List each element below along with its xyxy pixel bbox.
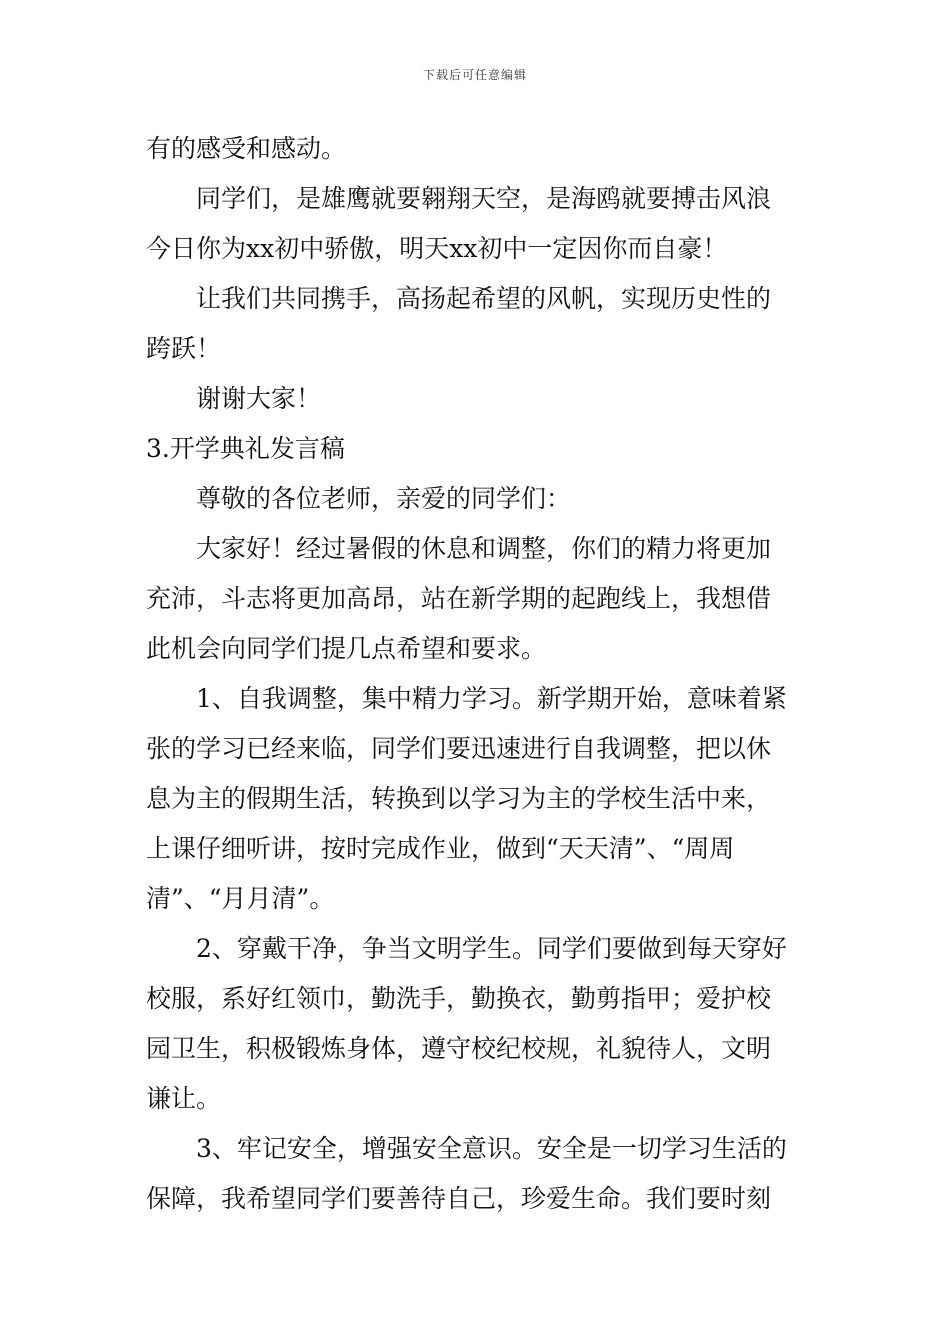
text-line: 此机会向同学们提几点希望和要求。: [146, 634, 547, 663]
document-body: [146, 124, 816, 1224]
text-line: 充沛，斗志将更加高昂，站在新学期的起跑线上，我想借: [146, 584, 772, 613]
text-line: 尊敬的各位老师，亲爱的同学们：: [196, 484, 572, 513]
text-line: 有的感受和感动。: [146, 134, 347, 163]
text-line: 谢谢大家！: [196, 384, 322, 413]
text-line: 2、穿戴干净，争当文明学生。同学们要做到每天穿好: [196, 934, 787, 963]
text-line: 大家好！经过暑假的休息和调整，你们的精力将更加: [196, 534, 772, 563]
text-line: 上课仔细听讲，按时完成作业，做到“天天清”、“周周: [146, 834, 735, 863]
page-header: 下载后可任意编辑: [422, 68, 527, 82]
text-line: 息为主的假期生活，转换到以学习为主的学校生活中来，: [146, 784, 772, 813]
section-heading: 3.开学典礼发言稿: [146, 434, 345, 463]
text-line: 3、牢记安全，增强安全意识。安全是一切学习生活的: [196, 1134, 787, 1163]
text-line: 清”、“月月清”。: [146, 884, 335, 913]
text-line: 校服，系好红领巾，勤洗手，勤换衣，勤剪指甲；爱护校: [146, 984, 772, 1013]
text-line: 张的学习已经来临，同学们要迅速进行自我调整，把以休: [146, 734, 772, 763]
text-line: 保障，我希望同学们要善待自己，珍爱生命。我们要时刻: [146, 1184, 772, 1213]
text-line: 同学们，是雄鹰就要翱翔天空，是海鸥就要搏击风浪: [196, 184, 772, 213]
text-line: 谦让。: [146, 1084, 222, 1113]
text-line: 让我们共同携手，高扬起希望的风帆，实现历史性的: [196, 284, 772, 313]
text-line: 跨跃！: [146, 334, 222, 363]
text-line: 园卫生，积极锻炼身体，遵守校纪校规，礼貌待人，文明: [146, 1034, 772, 1063]
text-line: 1、自我调整，集中精力学习。新学期开始，意味着紧: [196, 684, 787, 713]
text-line: 今日你为xx初中骄傲，明天xx初中一定因你而自豪！: [146, 234, 728, 263]
